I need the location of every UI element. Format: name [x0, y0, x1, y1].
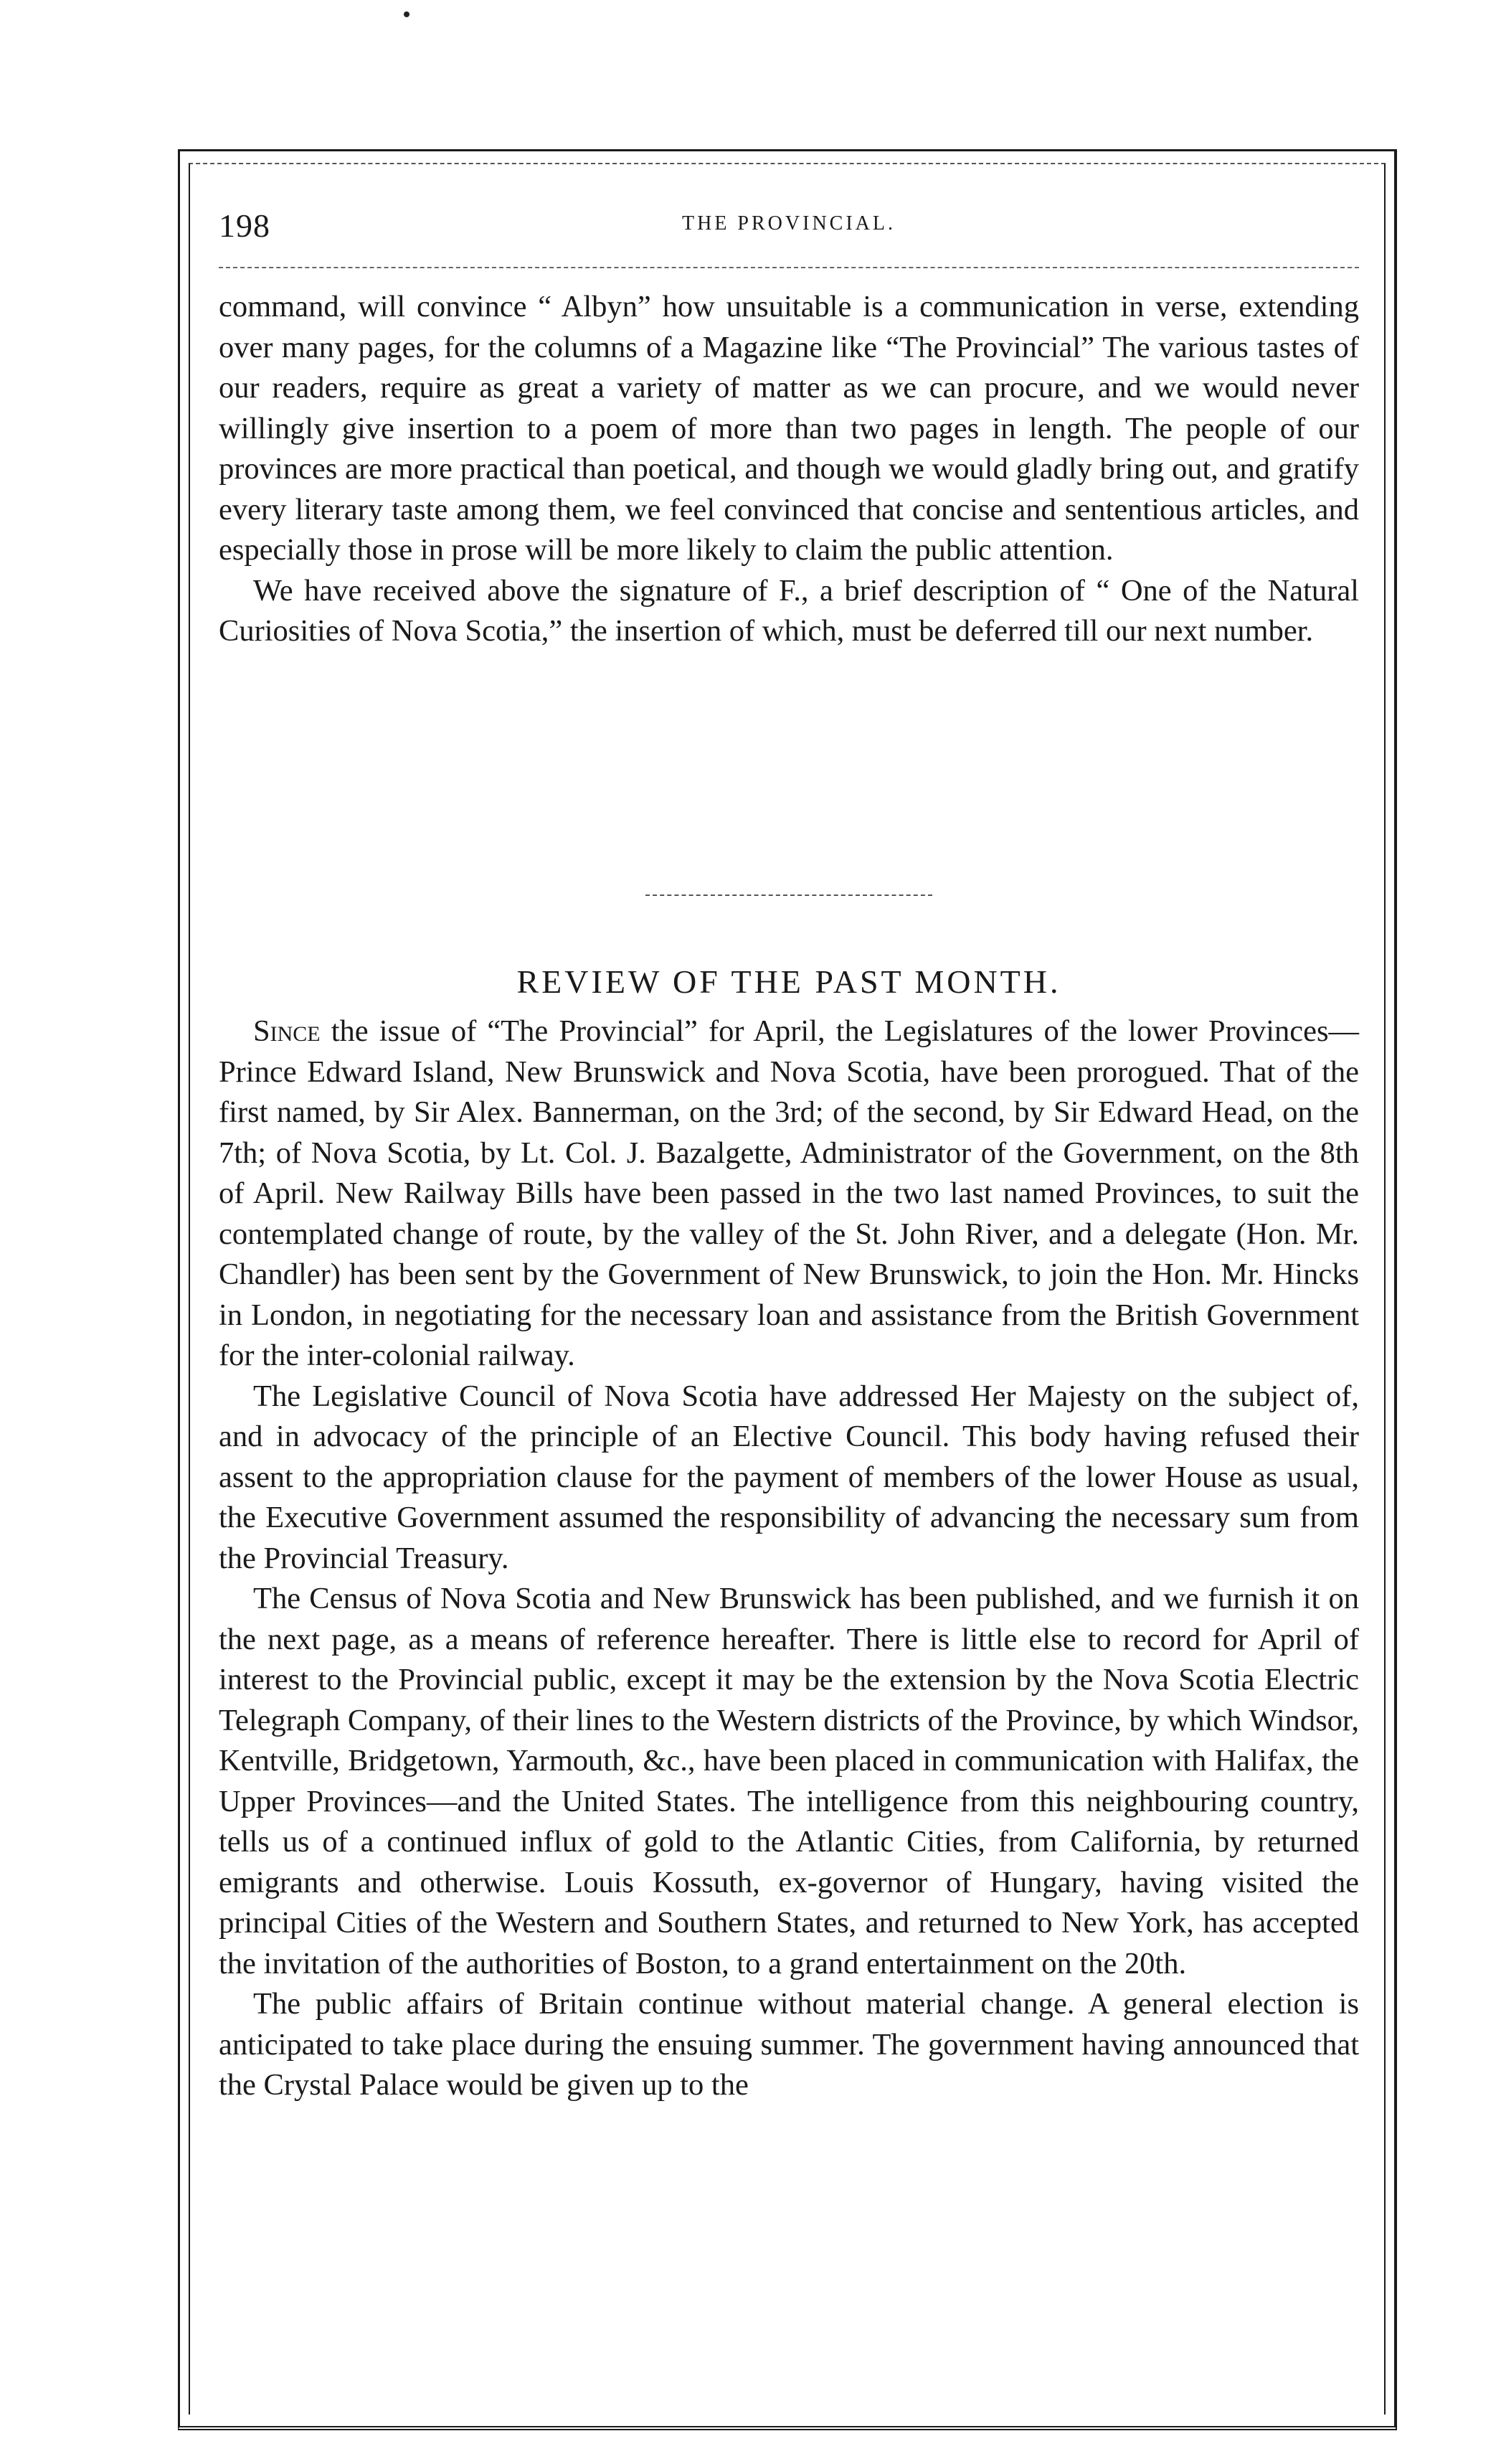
paragraph: The Legislative Council of Nova Scotia have addressed Her Majesty on the subject of, and in advocacy of the principle of an Elective Council. This body having refused their assent to the appropriation clause for the payment of members of the lower House as usual, the Executive Government assumed the responsibility of advancing the necessary sum from the Provincial Treasury.	[219, 1379, 1359, 1575]
paragraph: The public affairs of Britain continue without material change. A general election is anticipated to take place during the ensuing summer. The government having announced that the Crystal Palace would be given up to the	[219, 1987, 1359, 2102]
editorial-notice	[219, 287, 1359, 652]
ink-speck	[404, 11, 409, 17]
opening-word: Since	[253, 1014, 321, 1048]
running-head	[219, 207, 1359, 250]
page-number: 198	[219, 207, 270, 244]
paragraph: We have received above the signature of F., a brief description of “ One of the Natural Curiosities of Nova Scotia,” the insertion of which, must be deferred till our next number.	[219, 573, 1359, 648]
running-title: THE PROVINCIAL.	[682, 212, 896, 235]
section-heading: REVIEW OF THE PAST MONTH.	[516, 963, 1061, 1000]
paragraph-text: the issue of “The Provincial” for April, the Legislatures of the lower Provinces—Prince Edward Island, New Brunswick and Nova Scotia, have been prorogued. That of the first named, by Sir Alex. Bannerman, on the 3rd; of the second, by Sir Edward Head, on the 7th; of Nova Scotia, by Lt. Col. J. Bazalgette, Administrator of the Government, on the 8th of April. New Railway Bills have been passed in the two last named Provinces, to suit the contemplated change of route, by the valley of the St. John River, and a delegate (Hon. Mr. Chandler) has been sent by the Government of New Brunswick, to join the Hon. Mr. Hincks in London, in negotiating for the necessary loan and assistance from the British Government for the inter-colonial railway.	[219, 1014, 1359, 1372]
header-rule	[219, 267, 1359, 268]
section-divider	[645, 895, 932, 896]
paragraph: command, will convince “ Albyn” how unsuitable is a communication in verse, extending over many pages, for the columns of a Magazine like “The Provincial” The various tastes of our readers, require as great a variety of matter as we can procure, and we would never willingly give insertion to a poem of more than two pages in length. The people of our provinces are more practical than poetical, and though we would gladly bring out, and gratify every literary taste among them, we feel convinced that concise and sententious articles, and especially those in prose will be more likely to claim the public attention.	[219, 290, 1359, 567]
paragraph	[219, 1011, 1359, 1377]
review-body	[219, 1011, 1359, 2106]
paragraph: The Census of Nova Scotia and New Brunswick has been published, and we furnish it on the next page, as a means of reference hereafter. There is little else to record for April of interest to the Provincial public, except it may be the extension by the Nova Scotia Electric Telegraph Company, of their lines to the Western districts of the Province, by which Windsor, Kentville, Bridgetown, Yarmouth, &c., have been placed in communication with Halifax, the Upper Provinces—and the United States. The intelligence from this neighbouring country, tells us of a continued influx of gold to the Atlantic Cities, from California, by returned emigrants and otherwise. Louis Kossuth, ex-governor of Hungary, having visited the principal Cities of the Western and Southern States, and returned to New York, has accepted the invitation of the authorities of Boston, to a grand entertainment on the 20th.	[219, 1582, 1359, 1981]
